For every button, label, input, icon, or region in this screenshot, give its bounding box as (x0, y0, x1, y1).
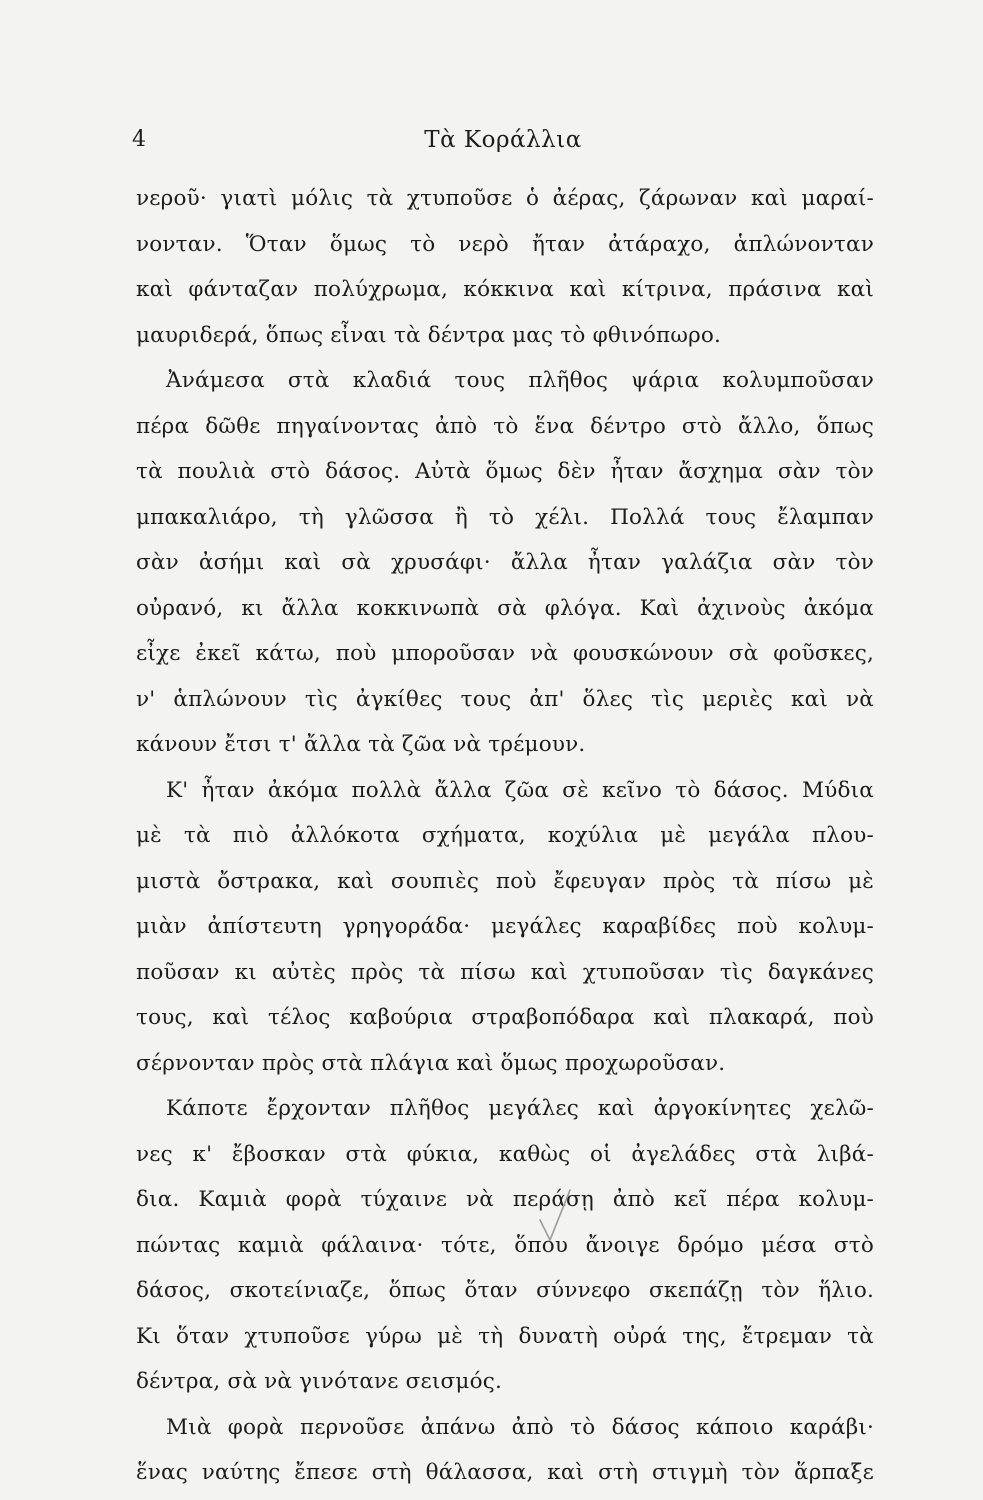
text-line: τὰ πουλιὰ στὸ δάσος. Αὐτὰ ὅμως δὲν ἦταν ἄσχημα σὰν τὸν (136, 459, 874, 484)
text-line: μὲ τὰ πιὸ ἀλλόκοτα σχήματα, κοχύλια μὲ μεγάλα πλου- (136, 823, 874, 848)
text-line: σὰν ἀσήμι καὶ σὰ χρυσάφι· ἄλλα ἦταν γαλάζια σὰν τὸν (136, 550, 874, 575)
text-line: τους, καὶ τέλος καβούρια στραβοπόδαρα καὶ πλακαρά, ποὺ (136, 1005, 874, 1030)
text-line: Μιὰ φορὰ περνοῦσε ἀπάνω ἀπὸ τὸ δάσος κάποιο καράβι· (166, 1414, 874, 1440)
text-line: ν' ἁπλώνουν τὶς ἀγκίθες τους ἀπ' ὅλες τὶς μεριὲς καὶ νὰ (136, 686, 874, 712)
text-line: Κάποτε ἔρχονταν πλῆθος μεγάλες καὶ ἀργοκίνητες χελῶ- (166, 1096, 874, 1121)
text-line: πώντας καμιὰ φάλαινα· τότε, ὅπου ἄνοιγε δρόμο μέσα στὸ (136, 1232, 874, 1258)
text-line: καὶ φάνταζαν πολύχρωμα, κόκκινα καὶ κίτρινα, πράσινα καὶ (136, 277, 874, 302)
text-line: εἶχε ἐκεῖ κάτω, ποὺ μποροῦσαν νὰ φουσκώνουν σὰ φοῦσκες, (136, 641, 874, 666)
text-line: πέρα δῶθε πηγαίνοντας ἀπὸ τὸ ἕνα δέντρο στὸ ἄλλο, ὅπως (136, 413, 874, 439)
page-number: 4 (132, 127, 146, 152)
text-line: σέρνονταν πρὸς στὰ πλάγια καὶ ὅμως προχωροῦσαν. (136, 1050, 726, 1076)
text-line: Ἀνάμεσα στὰ κλαδιά τους πλῆθος ψάρια κολυμποῦσαν (166, 368, 874, 393)
running-head (132, 120, 874, 160)
text-line: Κ' ἦταν ἀκόμα πολλὰ ἄλλα ζῶα σὲ κεῖνο τὸ δάσος. Μύδια (166, 777, 874, 803)
text-line: νεροῦ· γιατὶ μόλις τὰ χτυποῦσε ὁ ἀέρας, ζάρωναν καὶ μαραί- (136, 186, 874, 211)
text-line: μιστὰ ὄστρακα, καὶ σουπιὲς ποὺ ἔφευγαν πρὸς τὰ πίσω μὲ (136, 868, 874, 894)
text-line: Κι ὅταν χτυποῦσε γύρω μὲ τὴ δυνατὴ οὐρά της, ἔτρεμαν τὰ (136, 1323, 874, 1349)
chapter-title: Τὰ Κοράλλια (424, 127, 582, 153)
text-line: νονταν. Ὅταν ὅμως τὸ νερὸ ἤταν ἀτάραχο, ἁπλώνονταν (136, 231, 874, 257)
body-text (136, 176, 874, 1496)
text-line: δάσος, σκοτείνιαζε, ὅπως ὅταν σύννεφο σκεπάζῃ τὸν ἥλιο. (136, 1278, 874, 1303)
text-line: μαυριδερά, ὅπως εἶναι τὰ δέντρα μας τὸ φθινόπωρο. (136, 322, 722, 348)
text-line: μπακαλιάρο, τὴ γλῶσσα ἢ τὸ χέλι. Πολλά τους ἔλαμπαν (136, 504, 874, 530)
text-line: δέντρα, σὰ νὰ γινότανε σεισμός. (136, 1369, 502, 1394)
pencil-check-mark (536, 1186, 576, 1246)
text-line: κάνουν ἔτσι τ' ἄλλα τὰ ζῶα νὰ τρέμουν. (136, 732, 586, 757)
text-line: ποῦσαν κι αὐτὲς πρὸς τὰ πίσω καὶ χτυποῦσαν τὶς δαγκάνες (136, 959, 874, 985)
text-line: ἕνας ναύτης ἔπεσε στὴ θάλασσα, καὶ στὴ στιγμὴ τὸν ἅρπαξε (136, 1460, 874, 1485)
text-line: νες κ' ἔβοσκαν στὰ φύκια, καθὼς οἱ ἀγελάδες στὰ λιβά- (136, 1141, 874, 1167)
text-line: δια. Καμιὰ φορὰ τύχαινε νὰ περάσῃ ἀπὸ κεῖ πέρα κολυμ- (136, 1187, 874, 1212)
text-line: οὐρανό, κι ἄλλα κοκκινωπὰ σὰ φλόγα. Καὶ ἀχινοὺς ἀκόμα (136, 595, 874, 621)
text-line: μιὰν ἀπίστευτη γρηγοράδα· μεγάλες καραβίδες ποὺ κολυμ- (136, 914, 874, 939)
